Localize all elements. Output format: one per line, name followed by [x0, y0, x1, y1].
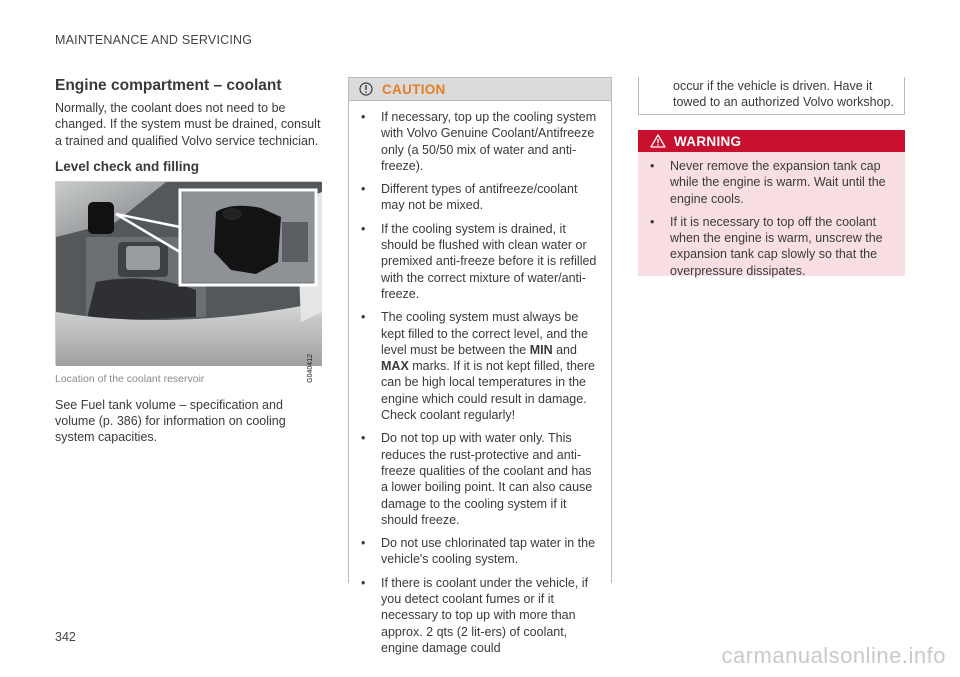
list-item [648, 158, 895, 207]
list-item [359, 535, 601, 568]
bullet: • [361, 310, 366, 325]
intro-paragraph: Normally, the coolant does not need to be changed. If the system must be drained, consult a trained and qualified Volvo service technician. [55, 101, 321, 148]
bullet: • [650, 159, 655, 173]
list-item-text: If it is necessary to top off the coolant when the engine is warm, unscrew the expansion tank cap slowly so that the overpressure dissipates. [670, 214, 883, 278]
caution-icon [359, 82, 373, 96]
caution-header [349, 77, 611, 101]
list-item [359, 430, 601, 528]
bullet: • [361, 110, 366, 124]
max-mark: MAX [381, 359, 409, 374]
page-number: 342 [55, 630, 76, 644]
caution-list [349, 101, 611, 656]
article-title: Engine compartment – coolant [55, 77, 282, 94]
bullet: • [361, 182, 366, 197]
watermark: carmanualsonline.info [721, 643, 946, 668]
list-item-text: Never remove the expansion tank cap while the engine is warm. Wait until the engine cools. [670, 159, 886, 206]
continuation-text: occur if the vehicle is driven. Have it towed to an authorized Volvo workshop. [673, 79, 894, 110]
min-mark: MIN [529, 342, 553, 357]
warning-label: WARNING [674, 133, 742, 149]
figure-code: G040412 [307, 353, 314, 383]
list-item [359, 309, 601, 423]
list-item-text [381, 310, 595, 422]
text-segment: and [552, 342, 577, 357]
list-item [359, 181, 601, 214]
warning-triangle-icon [650, 134, 666, 148]
warning-box [638, 130, 905, 276]
engine-illustration [56, 182, 322, 366]
bullet: • [650, 214, 655, 229]
reference-paragraph: See Fuel tank volume – specification and volume (p. 386) for information on cooling system capacities. [55, 397, 286, 445]
text-segment: The cooling system must always be kept filled to the correct level, and the level must be between the [381, 310, 589, 357]
warning-header [638, 130, 905, 152]
article-column [55, 77, 322, 446]
list-item-text: Do not use chlorinated tap water in the vehicle's cooling system. [381, 536, 596, 567]
section-subtitle: Level check and filling [55, 158, 200, 174]
caution-box [348, 77, 612, 655]
running-header: MAINTENANCE AND SERVICING [55, 33, 253, 47]
list-item-text: If the cooling system is drained, it should be flushed with clean water or premixed anti-freeze before it is refilled with the correct mixture of water/anti-freeze. [381, 221, 597, 301]
bullet: • [361, 431, 366, 446]
list-item-text: Different types of antifreeze/coolant may not be mixed. [381, 182, 578, 213]
caution-label: CAUTION [382, 81, 446, 97]
list-item-text: Do not top up with water only. This reduces the rust-protective and anti-freeze qualities of the coolant and has a lower boiling point. It can also cause damage to the cooling system if it should freeze. [381, 431, 593, 527]
list-item [359, 221, 601, 302]
bullet: • [361, 221, 366, 236]
list-item [359, 575, 601, 656]
figure-caption: Location of the coolant reservoir [55, 372, 205, 385]
warning-list [638, 152, 905, 279]
list-item [648, 214, 895, 279]
caution-continuation [638, 77, 905, 115]
list-item-text: If necessary, top up the cooling system with Volvo Genuine Coolant/Antifreeze only (a 50/50 mix of water and anti-freeze). [381, 110, 597, 173]
text-segment: marks. If it is not kept filled, there can be high local temperatures in the engine which could result in damage. Check coolant regularly! [381, 359, 595, 423]
bullet: • [361, 536, 366, 551]
list-item [359, 109, 601, 174]
bullet: • [361, 575, 366, 590]
list-item-text: If there is coolant under the vehicle, if you detect coolant fumes or if it necessary to top up with more than approx. 2 qts (2 lit-ers) of coolant, engine damage could [381, 575, 589, 655]
